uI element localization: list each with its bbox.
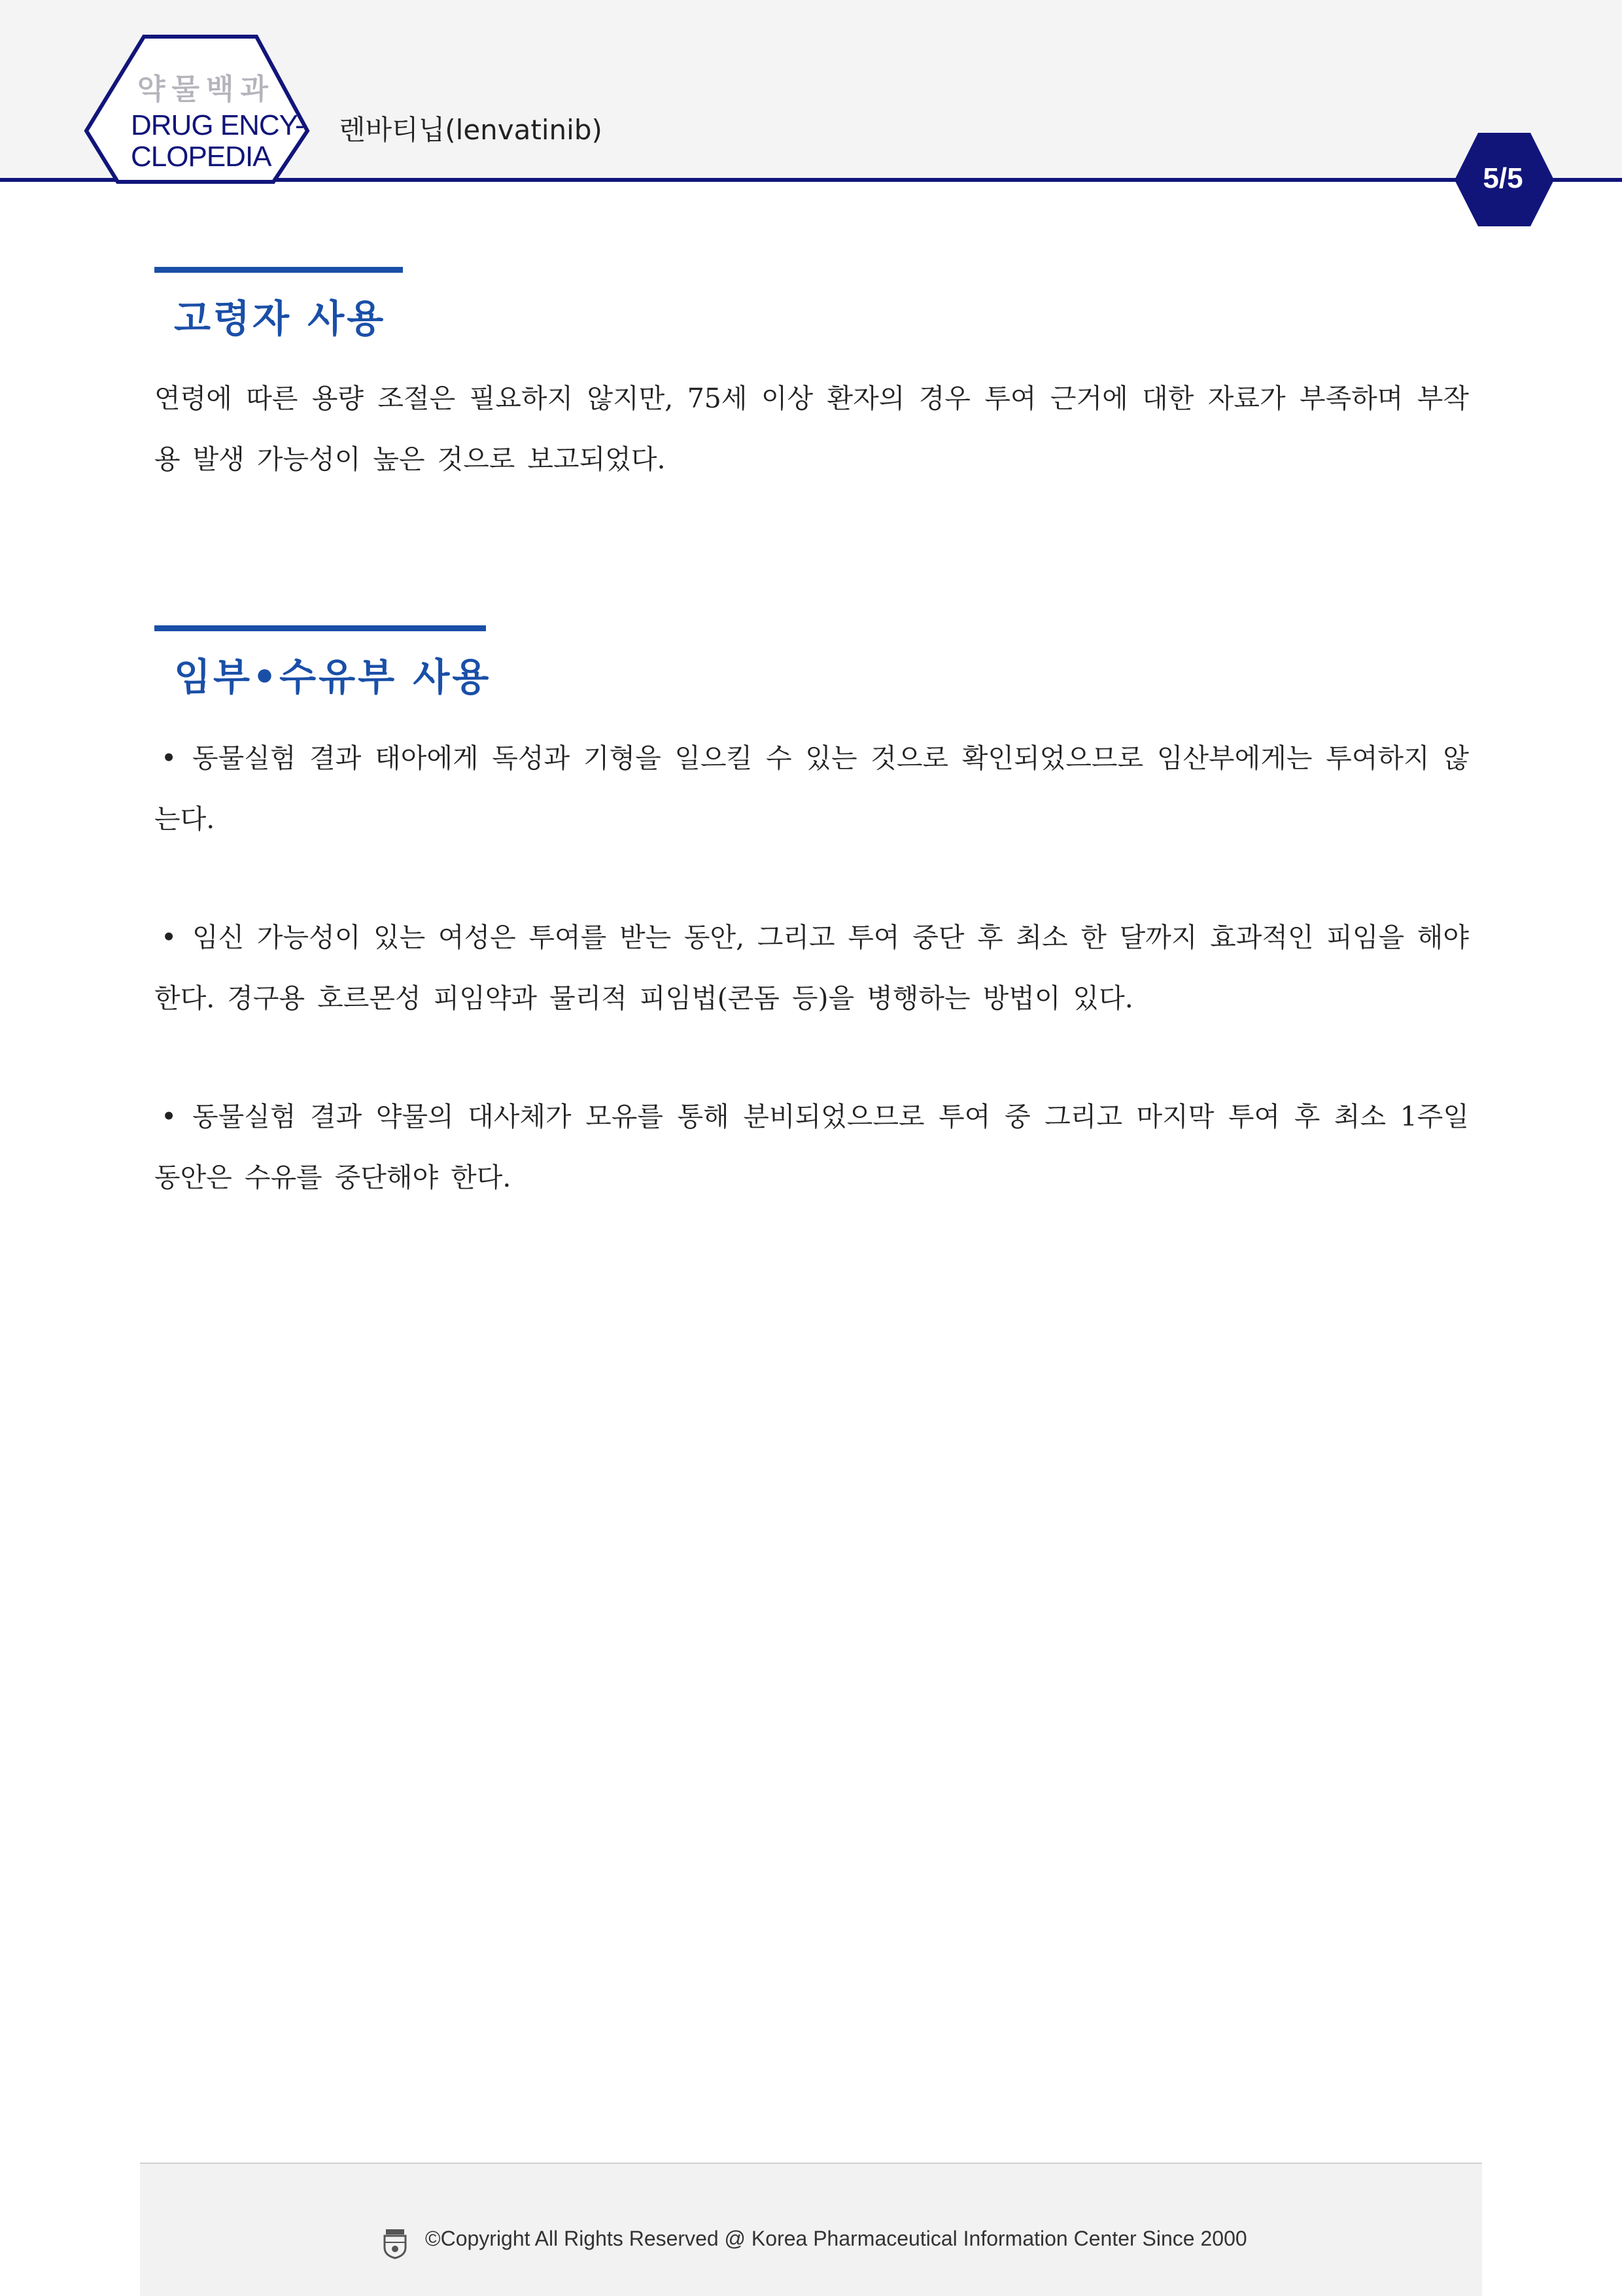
list-item-text: 동물실험 결과 태아에게 독성과 기형을 일으킬 수 있는 것으로 확인되었으므로 임산부에게는 투여하지 않는다. xyxy=(154,742,1469,835)
copyright-text: ©Copyright All Rights Reserved @ Korea Pharmaceutical Information Center Since 2000 xyxy=(425,2227,1247,2250)
footer xyxy=(140,2163,1482,2296)
section-title: 임부•수유부 사용 xyxy=(174,655,492,699)
paragraph: 연령에 따른 용량 조절은 필요하지 않지만, 75세 이상 환자의 경우 투여 근거에 대한 자료가 부족하며 부작용 발생 가능성이 높은 것으로 보고되었다. xyxy=(154,383,1469,475)
shield-emblem-icon xyxy=(382,2228,408,2259)
logo-english-line1: DRUG ENCY- xyxy=(131,109,304,141)
logo-korean: 약물백과 xyxy=(137,73,275,106)
document-title: 렌바티닙(lenvatinib) xyxy=(339,114,602,146)
bullet-icon: • xyxy=(161,922,177,953)
list-item xyxy=(154,907,1469,1029)
logo-english-line2: CLOPEDIA xyxy=(131,141,271,173)
list-item-text: 동물실험 결과 약물의 대사체가 모유를 통해 분비되었으므로 투여 중 그리고 마지막 투여 후 최소 1주일 동안은 수유를 중단해야 한다. xyxy=(154,1101,1469,1193)
list-item xyxy=(154,1087,1469,1208)
bullet-icon: • xyxy=(161,742,177,774)
bullet-icon: • xyxy=(161,1101,177,1132)
page-indicator: 5/5 xyxy=(1483,162,1523,194)
section-underline xyxy=(154,625,486,631)
list-item xyxy=(154,728,1469,850)
section-title: 고령자 사용 xyxy=(174,296,387,341)
list-item-text: 임신 가능성이 있는 여성은 투여를 받는 동안, 그리고 투여 중단 후 최소 한 달까지 효과적인 피임을 해야 한다. 경구용 호르몬성 피임약과 물리적 피임법(콘돔 등)을 병행하는 방법이 있다. xyxy=(154,922,1469,1014)
section-underline xyxy=(154,267,403,273)
